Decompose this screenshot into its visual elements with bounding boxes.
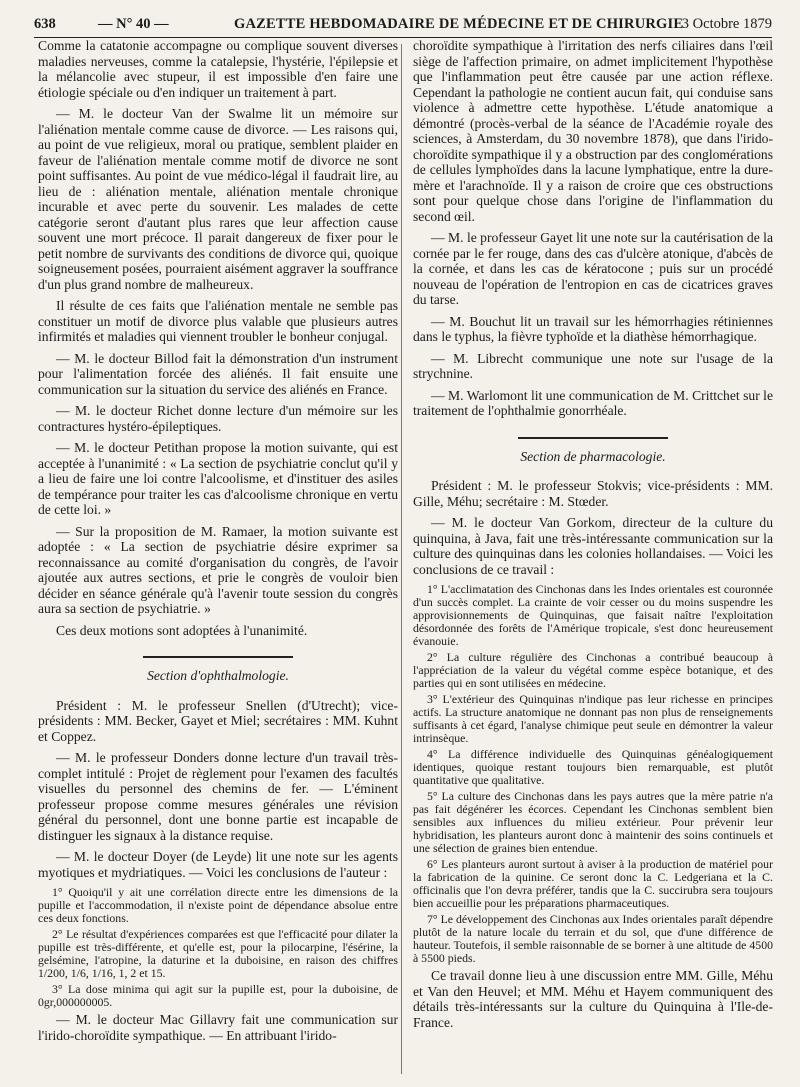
conclusion-item: 2° Le résultat d'expériences comparées est que l'efficacité pour dilater la pupille est très-différente, et qu'elle est, pour la pilocarpine, l'ésérine, la gelsémine, l'atropine, la daturine et la duboisine, en raison des chiffres 1/200, 1/6, 1/16, 1, 2 et 15.: [38, 927, 398, 980]
conclusion-item: 1° L'acclimatation des Cinchonas dans les Indes orientales est couronnée d'un succès complet. La crainte de voir cesser ou du moins suspendre les approvisionnements de Quinquinas, que faisait naître l'exploitation désordonnée des forêts de l'Amérique tropicale, s'est donc heureusement évanouie.: [413, 582, 773, 648]
paragraph: Comme la catatonie accompagne ou complique souvent diverses maladies nerveuses, comme la catalepsie, l'hystérie, l'épilepsie et la mélancolie avec stupeur, il est impossible d'en faire une étiologie spéciale ou d'en indiquer un traitement à part.: [38, 38, 398, 100]
conclusion-item: 6° Les planteurs auront surtout à aviser à la production de matériel pour la fabrication de la quinine. Ce seront donc la C. Ledgeriana et la C. officinalis que l'on devra préférer, tandis que la C. succirubra sera toujours bien accueillie pour les préparations pharmaceutiques.: [413, 857, 773, 910]
issue-date: 3 Octobre 1879: [681, 16, 772, 32]
paragraph: — M. Bouchut lit un travail sur les hémorrhagies rétiniennes dans le typhus, la fièvre typhoïde et la diathèse hémorrhagique.: [413, 313, 773, 344]
paragraph: — M. le docteur Doyer (de Leyde) lit une note sur les agents myotiques et mydriatiques. — Voici les conclusions de l'auteur :: [38, 849, 398, 880]
paragraph: — Sur la proposition de M. Ramaer, la motion suivante est adoptée : « La section de psychiatrie désire exprimer sa reconnaissance au comité d'organisation du congrès, de l'avoir ajoutée aux autres sections, et prie le congrès de vouloir bien décider en séance générale qu'à l'avenir toute session du congrès aura sa section de psychiatrie. »: [38, 523, 398, 616]
column-divider: [401, 44, 402, 1074]
paragraph: Ces deux motions sont adoptées à l'unanimité.: [56, 622, 308, 638]
conclusion-item: 7° Le développement des Cinchonas aux Indes orientales paraît dépendre plutôt de la nature locale du terrain et du sol, que d'une différence de hauteur. Toutefois, il semble raisonnable de se borner à une altitude de 4500 à 5500 pieds.: [413, 912, 773, 965]
paragraph: — M. le docteur Billod fait la démonstration d'un instrument pour l'alimentation forcée des aliénés. Il fait ensuite une communication sur la situation du service des aliénés en France.: [38, 350, 398, 397]
left-column: [38, 38, 398, 1049]
conclusion-item: 1° Quoiqu'il y ait une corrélation directe entre les dimensions de la pupille et l'accommodation, il n'existe point de dépendance absolue entre ces deux fonctions.: [38, 885, 398, 925]
issue-number: — N° 40 —: [98, 16, 169, 32]
conclusion-item: 5° La culture des Cinchonas dans les pays autres que la mère patrie n'a pas fait dégénérer les écorces. Cependant les Cinchonas semblent bien sensibles aux influences du milieu extérieur. Pour prévenir leur hybridisation, les planteurs auront donc à maintenir des soins continuels et une sélection de graines bien entendue.: [413, 789, 773, 855]
paragraph: — M. le docteur Petithan propose la motion suivante, qui est acceptée à l'unanimité : « La section de psychiatrie conclut qu'il y a lieu de faire une loi contre l'alcoolisme, et d'instituer des asiles de tempérance pour traiter les cas d'alcoolisme chronique en vertu de cette loi. »: [38, 440, 398, 517]
right-column: [413, 38, 773, 1036]
section-separator: [143, 656, 293, 658]
running-header: [34, 14, 772, 36]
page-number: 638: [34, 16, 56, 32]
paragraph: — M. Librecht communique une note sur l'usage de la strychnine.: [413, 350, 773, 381]
paragraph: — M. le docteur Van der Swalme lit un mémoire sur l'aliénation mentale comme cause de divorce. — Les raisons qui, au point de vue religieux, moral ou pratique, semblent plaider en faveur de l'aliénation mentale comme motif de divorce ne sont point suffisantes. Au point de vue médico-légal il faudrait lire, au lieu de : aliénation mentale, aliénation mentale chronique incurable et avec perte du souvenir. Les malades de cette catégorie seront d'autant plus rares que leur affection cause souvent une mort précoce. Il parait dangereux de fixer pour le petit nombre de survivants des conditions de divorce qui, quoique soigneusement posées, pourraient aisément aggraver la souffrance d'un plus grand nombre de malheureux.: [38, 106, 398, 292]
conclusion-item: 3° L'extérieur des Quinquinas n'indique pas leur richesse en principes actifs. La structure anatomique ne donnant pas non plus de renseignements suffisants à cet égard, l'analyse chimique peut seule en démontrer la valeur intrinsèque.: [413, 692, 773, 745]
section-title: Section de pharmacologie.: [520, 448, 666, 464]
paragraph: Président : M. le professeur Stokvis; vice-présidents : MM. Gille, Méhu; secrétaire : M. Stœder.: [413, 478, 773, 509]
paragraph: Président : M. le professeur Snellen (d'Utrecht); vice-présidents : MM. Becker, Gayet et Miel; secrétaires : MM. Kuhnt et Coppez.: [38, 697, 398, 744]
section-title: Section d'ophthalmologie.: [147, 668, 289, 683]
paragraph: Il résulte de ces faits que l'aliénation mentale ne semble pas constituer un motif de divorce plus valable que plusieurs autres infirmités et maladies qui viennent troubler le bonheur conjugal.: [38, 298, 398, 344]
conclusion-item: 3° La dose minima qui agit sur la pupille est, pour la duboisine, de 0gr,000000005.: [38, 982, 398, 1009]
paragraph: Ce travail donne lieu à une discussion entre MM. Gille, Méhu et Van den Heuvel; et MM. Méhu et Hayem communiquent des détails très-intéressants sur la culture du Quinquina à l'Ile-de-France.: [413, 968, 773, 1030]
section-separator: [518, 437, 668, 439]
paragraph: — M. le docteur Richet donne lecture d'un mémoire sur les contractures hystéro-épileptiques.: [38, 403, 398, 434]
conclusion-item: 2° La culture régulière des Cinchonas a contribué beaucoup à l'appréciation de la valeur du végétal comme espèce botanique, et des parties qui en sont utilisées en médecine.: [413, 650, 773, 690]
paragraph: — M. le docteur Mac Gillavry fait une communication sur l'irido-choroïdite sympathique. — En attribuant l'irido-: [38, 1012, 398, 1043]
paragraph: — M. le professeur Gayet lit une note sur la cautérisation de la cornée par le fer rouge, dans des cas d'ulcère atonique, d'abcès de la cornée, et dans les cas de kératocone ; puis sur un procédé nouveau de l'opération de l'entropion en cas de cicatrices graves du tarse.: [413, 230, 773, 307]
paragraph: choroïdite sympathique à l'irritation des nerfs ciliaires dans l'œil siège de l'affection primaire, on admet implicitement l'hypothèse que l'inflammation peut être causée par une action réflexe. Cependant la pathologie ne contient aucun fait, qui conduise sans violence à admettre cette hypothèse. L'étude anatomique a démontré (procès-verbal de la séance de l'Académie royale des sciences, à Amsterdam, du 30 novembre 1878), que dans l'irido-choroïdite sympathique il y a obstruction par des conglomérations de cellules lymphoïdes dans la lacune lymphatique, entre la dure-mère et l'arachnoïde. Il y a raison de croire que ces obstructions sont pour quelque chose dans l'origine de l'inflammation du second œil.: [413, 38, 773, 224]
paragraph: — M. le docteur Van Gorkom, directeur de la culture du quinquina, à Java, fait une très-intéressante communication sur la culture des quinquinas dans les colonies hollandaises. — Voici les conclusions de ce travail :: [413, 515, 773, 577]
journal-title: GAZETTE HEBDOMADAIRE DE MÉDECINE ET DE CHIRURGIE: [234, 16, 684, 32]
conclusion-item: 4° La différence individuelle des Quinquinas généalogiquement identiques, quoique restant toujours bien remarquable, est plutôt quantitative que qualitative.: [413, 747, 773, 787]
paragraph: — M. le professeur Donders donne lecture d'un travail très-complet intitulé : Projet de règlement pour l'examen des facultés visuelles du personnel des chemins de fer. — L'éminent professeur propose comme mesures générales une révision général du personnel, dont une bonne partie est incapable de distinguer les signaux à la distance requise.: [38, 750, 398, 843]
paragraph: — M. Warlomont lit une communication de M. Crittchet sur le traitement de l'ophthalmie gonorrhéale.: [413, 387, 773, 418]
